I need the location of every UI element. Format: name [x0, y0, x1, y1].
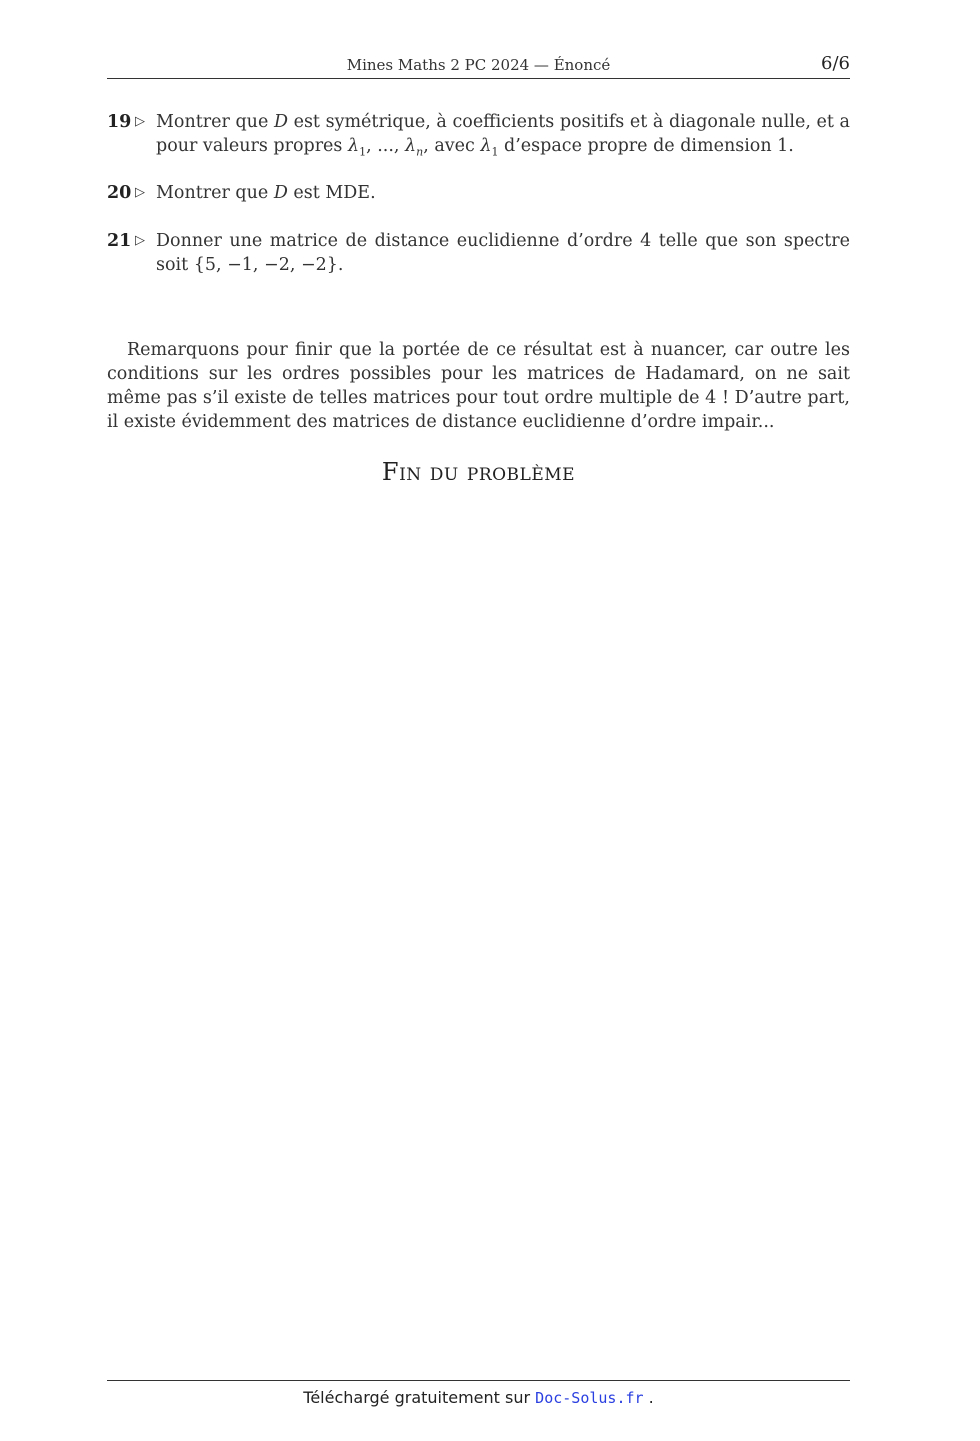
closing-remark: Remarquons pour finir que la portée de ce résultat est à nuancer, car outre les conditions sur les ordres possibles pour les matrices de Hadamard, on ne sait même pas s’il existe de telles matrices pour tout ordre multiple de 4 ! D’autre part, il existe évidemment des matrices de distance euclidienne d’ordre impair...: [107, 340, 850, 432]
footer-suffix: .: [643, 1388, 654, 1407]
math-variable: D: [273, 183, 288, 203]
text-segment: , ...,: [366, 136, 406, 156]
question-19: [107, 110, 850, 158]
math-subscript: 1: [491, 145, 499, 159]
math-subscript: n: [416, 145, 424, 159]
text-segment: , avec: [423, 136, 481, 156]
text-segment: Montrer que: [156, 112, 274, 132]
text-segment: Montrer que: [156, 183, 274, 203]
page-header: [107, 52, 850, 79]
question-text: [156, 181, 850, 205]
text-segment: d’espace propre de dimension 1.: [498, 136, 794, 156]
text-segment: est symétrique, à coefficients positifs et à diagonale nulle, et a pour valeurs propres: [156, 112, 850, 156]
footer-divider: [107, 1380, 850, 1381]
end-of-problem-title: Fin du problème: [381, 458, 576, 486]
question-number: 19: [107, 112, 132, 132]
triangle-right-icon: ▷: [135, 114, 145, 129]
question-number: 21: [107, 231, 132, 251]
math-subscript: 1: [359, 145, 367, 159]
math-variable: λ: [347, 136, 360, 156]
math-variable: λ: [405, 136, 417, 156]
document-title: Mines Maths 2 PC 2024 — Énoncé: [346, 56, 611, 74]
triangle-right-icon: ▷: [135, 233, 145, 248]
text-segment: est MDE.: [287, 183, 376, 203]
footer-text: Téléchargé gratuitement sur: [303, 1388, 536, 1407]
question-20: [107, 181, 850, 205]
question-number: 20: [107, 183, 132, 203]
triangle-right-icon: ▷: [135, 185, 145, 200]
question-text: [156, 110, 850, 158]
math-variable: λ: [480, 136, 492, 156]
doc-solus-link[interactable]: Doc-Solus.fr: [535, 1389, 644, 1407]
page-number: 6/6: [821, 53, 850, 74]
question-text: Donner une matrice de distance euclidienne d’ordre 4 telle que son spectre soit {5, −1, −2, −2}.: [156, 231, 850, 275]
question-21: [107, 229, 850, 277]
math-variable: D: [273, 112, 288, 132]
page-footer: [107, 1388, 850, 1407]
